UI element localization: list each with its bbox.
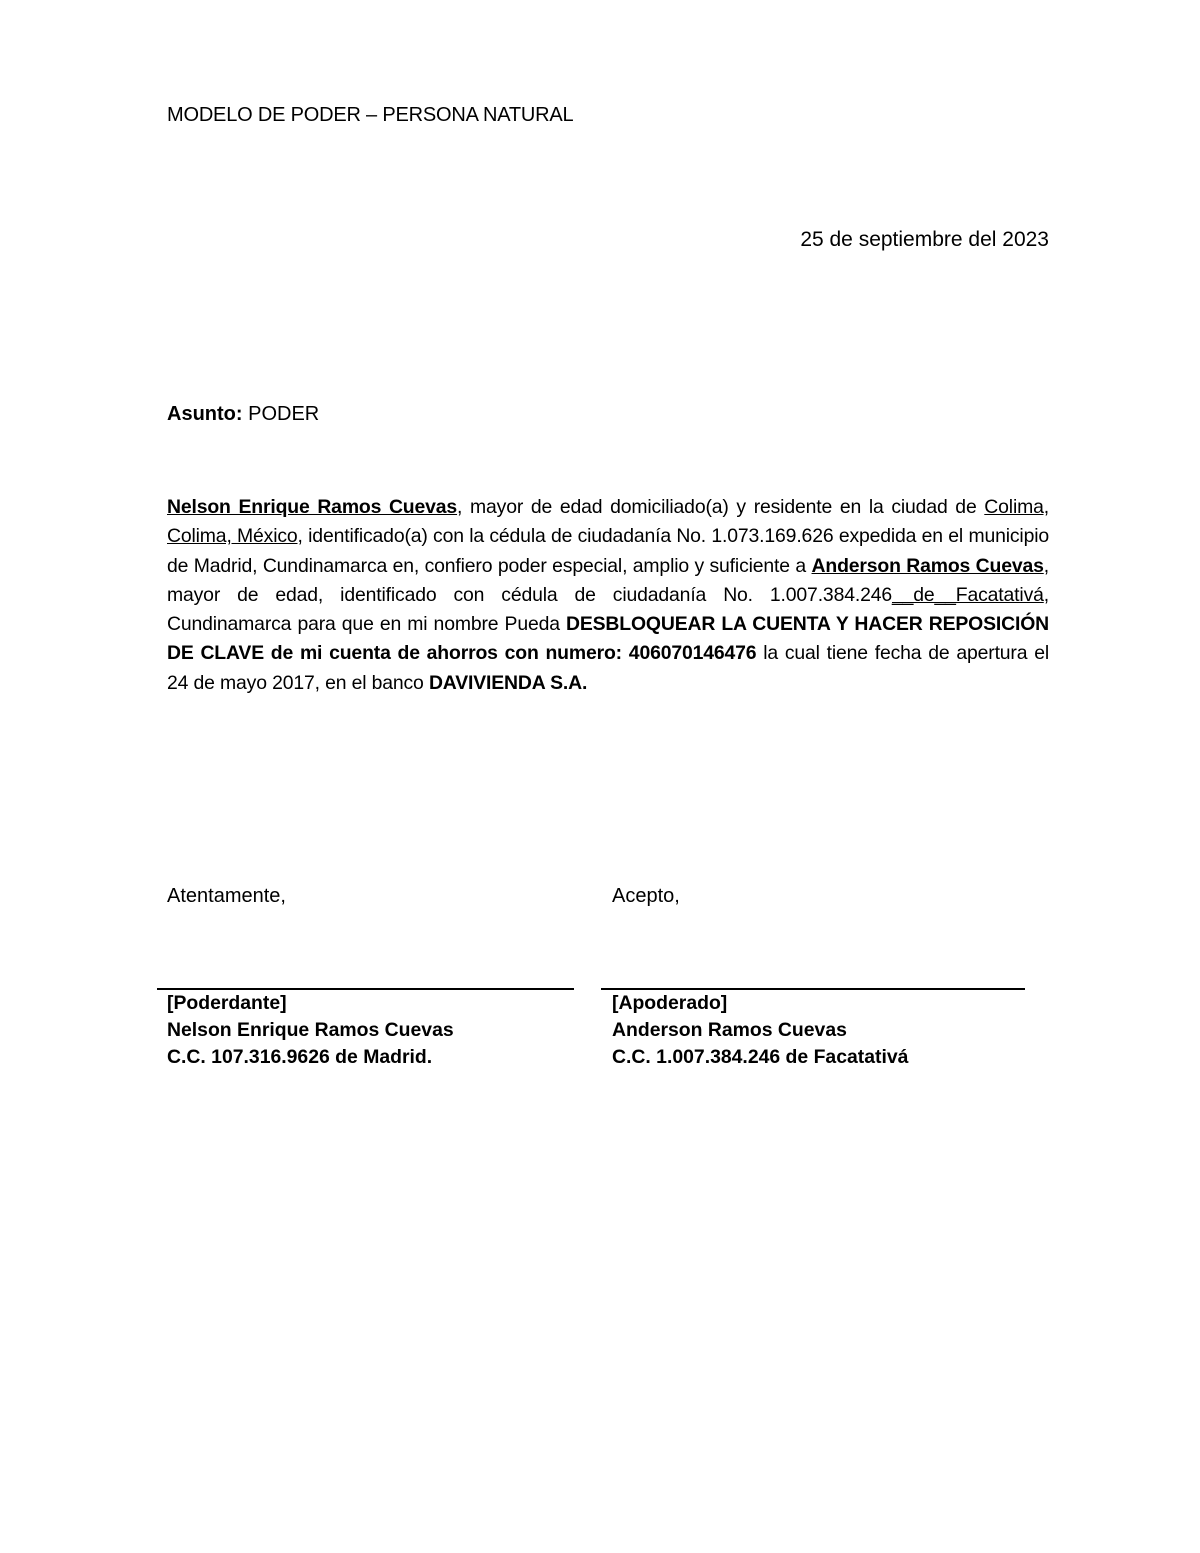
- closing-right: Acepto,: [612, 885, 680, 907]
- attorney-role: [Apoderado]: [612, 992, 728, 1014]
- document-title: MODELO DE PODER – PERSONA NATURAL: [167, 104, 574, 126]
- body-text-1: , mayor de edad domiciliado(a) y residente en la ciudad de: [457, 496, 985, 518]
- body-text-4: , Cundinamarca para que en mi nombre Pueda: [167, 583, 1049, 636]
- grantor-name: Nelson Enrique Ramos Cuevas: [167, 496, 458, 518]
- signature-block-attorney: [612, 990, 908, 1071]
- attorney-name: Anderson Ramos Cuevas: [811, 554, 1044, 577]
- body-paragraph: [167, 493, 1049, 698]
- document-date: 25 de septiembre del 2023: [800, 228, 1049, 251]
- attorney-city: __de__Facatativá: [891, 583, 1044, 606]
- closing-left: Atentamente,: [167, 885, 286, 907]
- bank-name: DAVIVIENDA S.A.: [428, 671, 588, 694]
- subject-label: Asunto:: [167, 403, 243, 425]
- body-text-5: la cual tiene fecha de apertura el 24 de mayo 2017, en el banco: [167, 642, 1049, 694]
- signature-block-grantor: [167, 990, 454, 1071]
- grantor-signature-name: Nelson Enrique Ramos Cuevas: [167, 1019, 454, 1041]
- grantor-role: [Poderdante]: [167, 992, 287, 1014]
- grantor-id: C.C. 107.316.9626 de Madrid.: [167, 1046, 433, 1068]
- grantor-city: Colima, Colima, México,: [167, 496, 1049, 548]
- body-text-2: identificado(a) con la cédula de ciudadanía No. 1.073.169.626 expedida en el municipio de Madrid, Cundinamarca en, confiero poder especial, amplio y suficiente a: [167, 525, 1050, 577]
- body-text-3: , mayor de edad, identificado con cédula de ciudadanía No. 1.007.384.246: [167, 554, 1049, 606]
- power-purpose: DESBLOQUEAR LA CUENTA Y HACER REPOSICIÓN DE CLAVE de mi cuenta de ahorros con numero: 406070146476: [167, 613, 1049, 665]
- attorney-id: C.C. 1.007.384.246 de Facatativá: [612, 1046, 909, 1068]
- subject-line: [167, 403, 319, 426]
- subject-value: PODER: [242, 403, 320, 425]
- attorney-signature-name: Anderson Ramos Cuevas: [612, 1019, 847, 1041]
